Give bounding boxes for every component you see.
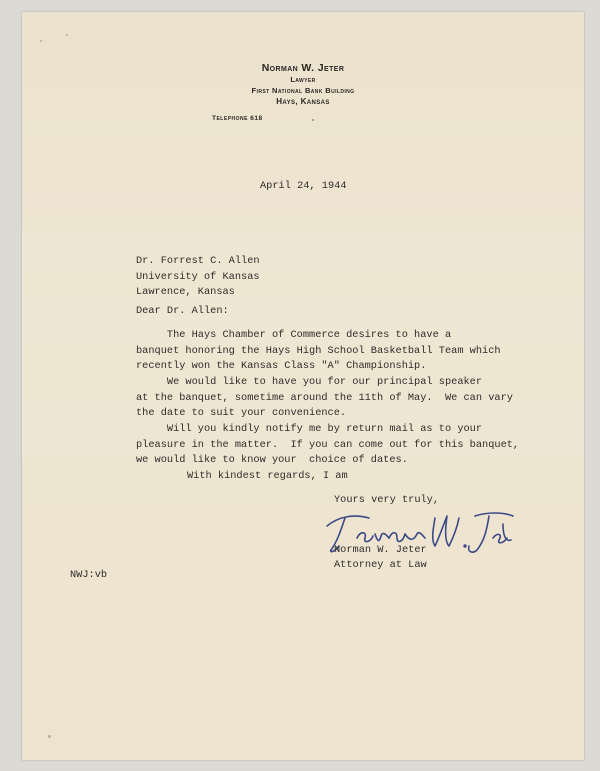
- typist-initials: NWJ:vb: [70, 569, 108, 581]
- paragraph-line: Will you kindly notify me by return mail as to your: [136, 423, 483, 435]
- letterhead-city: Hays, Kansas: [276, 97, 330, 106]
- letterhead-title: Lawyer: [290, 75, 316, 84]
- regards-line: With kindest regards, I am: [187, 470, 348, 482]
- paragraph-line: We would like to have you for our principal speaker: [136, 376, 483, 388]
- letterhead-name: Norman W. Jeter: [261, 62, 345, 74]
- salutation: Dear Dr. Allen:: [136, 305, 229, 317]
- signer-name: Norman W. Jeter: [334, 544, 427, 556]
- paragraph-line: The Hays Chamber of Commerce desires to have a: [136, 329, 452, 341]
- paragraph-3: [136, 422, 519, 469]
- paragraph-line: at the banquet, sometime around the 11th of May. We can vary: [136, 391, 513, 404]
- letterhead-building: First National Bank Building: [251, 86, 355, 95]
- paper-speck: [66, 34, 68, 36]
- paper-speck: [48, 735, 51, 738]
- letter-date: April 24, 1944: [260, 180, 347, 192]
- paragraph-1: [136, 328, 501, 375]
- paragraph-line: pleasure in the matter. If you can come out for this banquet,: [136, 438, 520, 451]
- paper-speck: [40, 40, 42, 42]
- paragraph-line: recently won the Kansas Class "A" Championship.: [136, 360, 427, 372]
- letter-page: [22, 12, 584, 760]
- paragraph-2: [136, 375, 513, 422]
- recipient-line: University of Kansas: [136, 270, 260, 283]
- paper-speck: [312, 119, 314, 121]
- paragraph-line: the date to suit your convenience.: [136, 407, 347, 419]
- paragraph-line: banquet honoring the Hays High School Basketball Team which: [136, 344, 501, 357]
- letterhead-telephone: Telephone 618: [212, 115, 263, 122]
- paragraph-line: we would like to know your choice of dates.: [136, 454, 408, 466]
- signer-title: Attorney at Law: [334, 559, 427, 571]
- recipient-line: Dr. Forrest C. Allen: [136, 255, 260, 267]
- recipient-line: Lawrence, Kansas: [136, 286, 235, 298]
- complimentary-closing: Yours very truly,: [334, 494, 440, 506]
- recipient-address: [136, 254, 260, 301]
